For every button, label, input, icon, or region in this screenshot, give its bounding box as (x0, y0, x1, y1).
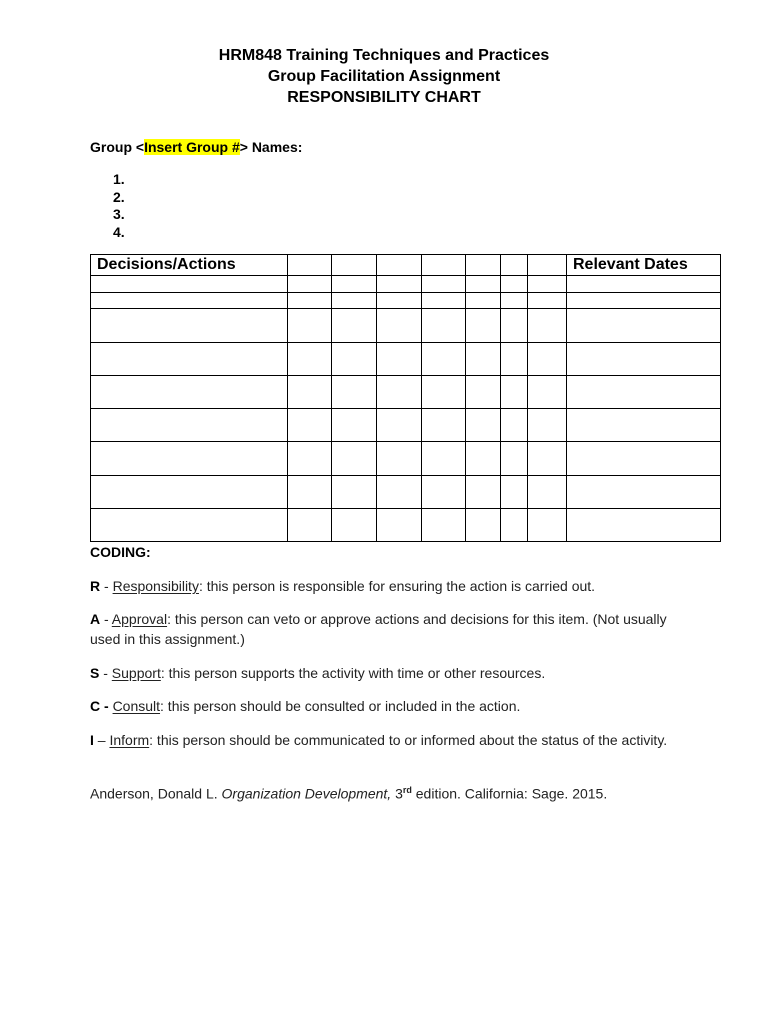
table-cell[interactable] (528, 409, 567, 442)
group-line (90, 139, 302, 155)
table-cell[interactable] (91, 343, 288, 376)
table-cell[interactable] (377, 343, 422, 376)
name-item-2[interactable]: 2. (113, 188, 125, 205)
coding-item-responsibility (90, 576, 690, 596)
table-cell[interactable] (466, 276, 501, 293)
table-cell[interactable] (422, 293, 466, 309)
ref-author: Anderson, Donald L. (90, 785, 222, 802)
code-separator: - (99, 665, 112, 681)
table-cell[interactable] (377, 409, 422, 442)
table-cell[interactable] (288, 509, 332, 542)
table-cell[interactable] (288, 476, 332, 509)
table-cell[interactable] (422, 476, 466, 509)
table-cell[interactable] (332, 442, 377, 476)
table-cell[interactable] (332, 476, 377, 509)
table-row (91, 276, 721, 293)
table-cell[interactable] (528, 509, 567, 542)
table-header-row (91, 255, 721, 276)
chart-title: RESPONSIBILITY CHART (287, 89, 481, 106)
name-item-4[interactable]: 4. (113, 223, 125, 240)
table-cell[interactable] (528, 442, 567, 476)
table-row (91, 442, 721, 476)
relevant-dates-header: Relevant Dates (567, 255, 721, 276)
code-term: Approval (111, 611, 168, 627)
code-letter: R (90, 578, 101, 594)
table-cell[interactable] (567, 376, 721, 409)
table-cell[interactable] (567, 309, 721, 343)
table-cell[interactable] (332, 376, 377, 409)
table-cell[interactable] (466, 376, 501, 409)
group-prefix: Group < (90, 139, 145, 155)
table-cell[interactable] (567, 476, 721, 509)
table-row (91, 293, 721, 309)
table-cell[interactable] (528, 343, 567, 376)
table-cell[interactable] (91, 293, 288, 309)
coding-item-inform (90, 730, 690, 750)
table-cell[interactable] (528, 376, 567, 409)
member-column-header[interactable] (288, 255, 332, 276)
member-column-header[interactable] (377, 255, 422, 276)
code-description: : this person supports the activity with time or other resources. (160, 665, 546, 681)
table-cell[interactable] (466, 343, 501, 376)
table-cell[interactable] (91, 309, 288, 343)
ref-edition-sup: rd (402, 785, 412, 795)
table-cell[interactable] (567, 409, 721, 442)
code-separator: - (100, 578, 113, 594)
code-term: Responsibility (112, 578, 199, 594)
table-row (91, 409, 721, 442)
table-cell[interactable] (91, 276, 288, 293)
table-row (91, 343, 721, 376)
table-cell[interactable] (501, 509, 528, 542)
table-cell[interactable] (91, 376, 288, 409)
table-cell[interactable] (288, 293, 332, 309)
table-cell[interactable] (567, 442, 721, 476)
table-cell[interactable] (288, 343, 332, 376)
ref-edition-num: 3 (391, 785, 403, 802)
code-term: Support (111, 665, 161, 681)
coding-item-approval (90, 609, 690, 649)
name-item-3[interactable]: 3. (113, 206, 125, 222)
table-cell[interactable] (91, 509, 288, 542)
table-cell[interactable] (288, 442, 332, 476)
member-column-header[interactable] (466, 255, 501, 276)
code-letter: S (90, 665, 100, 681)
table-cell[interactable] (528, 476, 567, 509)
table-cell[interactable] (332, 276, 377, 293)
member-column-header[interactable] (501, 255, 528, 276)
table-cell[interactable] (377, 509, 422, 542)
table-cell[interactable] (288, 409, 332, 442)
table-cell[interactable] (501, 442, 528, 476)
code-description: : this person should be communicated to or informed about the status of the activity. (149, 732, 668, 748)
table-cell[interactable] (567, 343, 721, 376)
reference-citation (90, 785, 607, 802)
code-description: : this person is responsible for ensuring the action is carried out. (198, 578, 596, 594)
table-cell[interactable] (377, 276, 422, 293)
responsibility-table (90, 254, 721, 542)
table-cell[interactable] (466, 442, 501, 476)
table-cell[interactable] (377, 442, 422, 476)
table-cell[interactable] (91, 409, 288, 442)
table-cell[interactable] (567, 509, 721, 542)
table-cell[interactable] (466, 293, 501, 309)
table-cell[interactable] (288, 376, 332, 409)
coding-item-support (90, 663, 690, 683)
table-cell[interactable] (567, 293, 721, 309)
code-term: Inform (109, 732, 150, 748)
group-number-placeholder[interactable]: Insert Group # (144, 139, 240, 155)
member-column-header[interactable] (422, 255, 466, 276)
decisions-actions-header: Decisions/Actions (91, 255, 288, 276)
table-cell[interactable] (91, 442, 288, 476)
table-cell[interactable] (501, 409, 528, 442)
table-cell[interactable] (466, 409, 501, 442)
table-cell[interactable] (422, 509, 466, 542)
table-cell[interactable] (422, 343, 466, 376)
table-cell[interactable] (528, 309, 567, 343)
table-cell[interactable] (501, 343, 528, 376)
ref-rest: edition. California: Sage. 2015. (411, 785, 608, 802)
document-header (0, 45, 768, 108)
table-cell[interactable] (466, 309, 501, 343)
table-cell[interactable] (422, 376, 466, 409)
table-row (91, 376, 721, 409)
table-cell[interactable] (567, 276, 721, 293)
table-cell[interactable] (332, 509, 377, 542)
table-cell[interactable] (466, 509, 501, 542)
table-cell[interactable] (528, 293, 567, 309)
code-term: Consult (112, 698, 161, 714)
table-cell[interactable] (501, 376, 528, 409)
table-cell[interactable] (422, 442, 466, 476)
table-cell[interactable] (377, 376, 422, 409)
name-item-1[interactable]: 1. (113, 171, 125, 187)
table-cell[interactable] (501, 309, 528, 343)
table-cell[interactable] (501, 276, 528, 293)
coding-heading: CODING: (90, 544, 151, 560)
table-cell[interactable] (466, 476, 501, 509)
table-row (91, 476, 721, 509)
table-cell[interactable] (288, 309, 332, 343)
table-cell[interactable] (422, 309, 466, 343)
table-cell[interactable] (422, 276, 466, 293)
code-letter: I (90, 732, 94, 748)
table-cell[interactable] (528, 276, 567, 293)
assignment-title: Group Facilitation Assignment (267, 68, 501, 85)
table-row (91, 509, 721, 542)
member-column-header[interactable] (528, 255, 567, 276)
table-cell[interactable] (91, 476, 288, 509)
table-cell[interactable] (377, 309, 422, 343)
code-separator: - (100, 611, 112, 627)
code-letter: C - (90, 698, 109, 714)
table-cell[interactable] (288, 276, 332, 293)
code-letter: A (90, 611, 101, 627)
table-cell[interactable] (332, 343, 377, 376)
coding-item-consult (90, 696, 690, 716)
group-suffix: > Names: (239, 139, 303, 155)
table-row (91, 309, 721, 343)
code-separator: – (93, 732, 110, 748)
table-cell[interactable] (501, 476, 528, 509)
table-cell[interactable] (422, 409, 466, 442)
course-title: HRM848 Training Techniques and Practices (218, 47, 550, 64)
table-cell[interactable] (501, 293, 528, 309)
table-cell[interactable] (332, 409, 377, 442)
table-cell[interactable] (332, 309, 377, 343)
table-cell[interactable] (332, 293, 377, 309)
member-column-header[interactable] (332, 255, 377, 276)
ref-title: Organization Development, (221, 785, 392, 802)
code-description: : this person should be consulted or included in the action. (160, 698, 521, 714)
code-description: : this person can veto or approve actions and decisions for this item. (Not usually used in this assignment.) (90, 611, 667, 647)
names-list (113, 171, 125, 241)
table-cell[interactable] (377, 476, 422, 509)
table-cell[interactable] (377, 293, 422, 309)
